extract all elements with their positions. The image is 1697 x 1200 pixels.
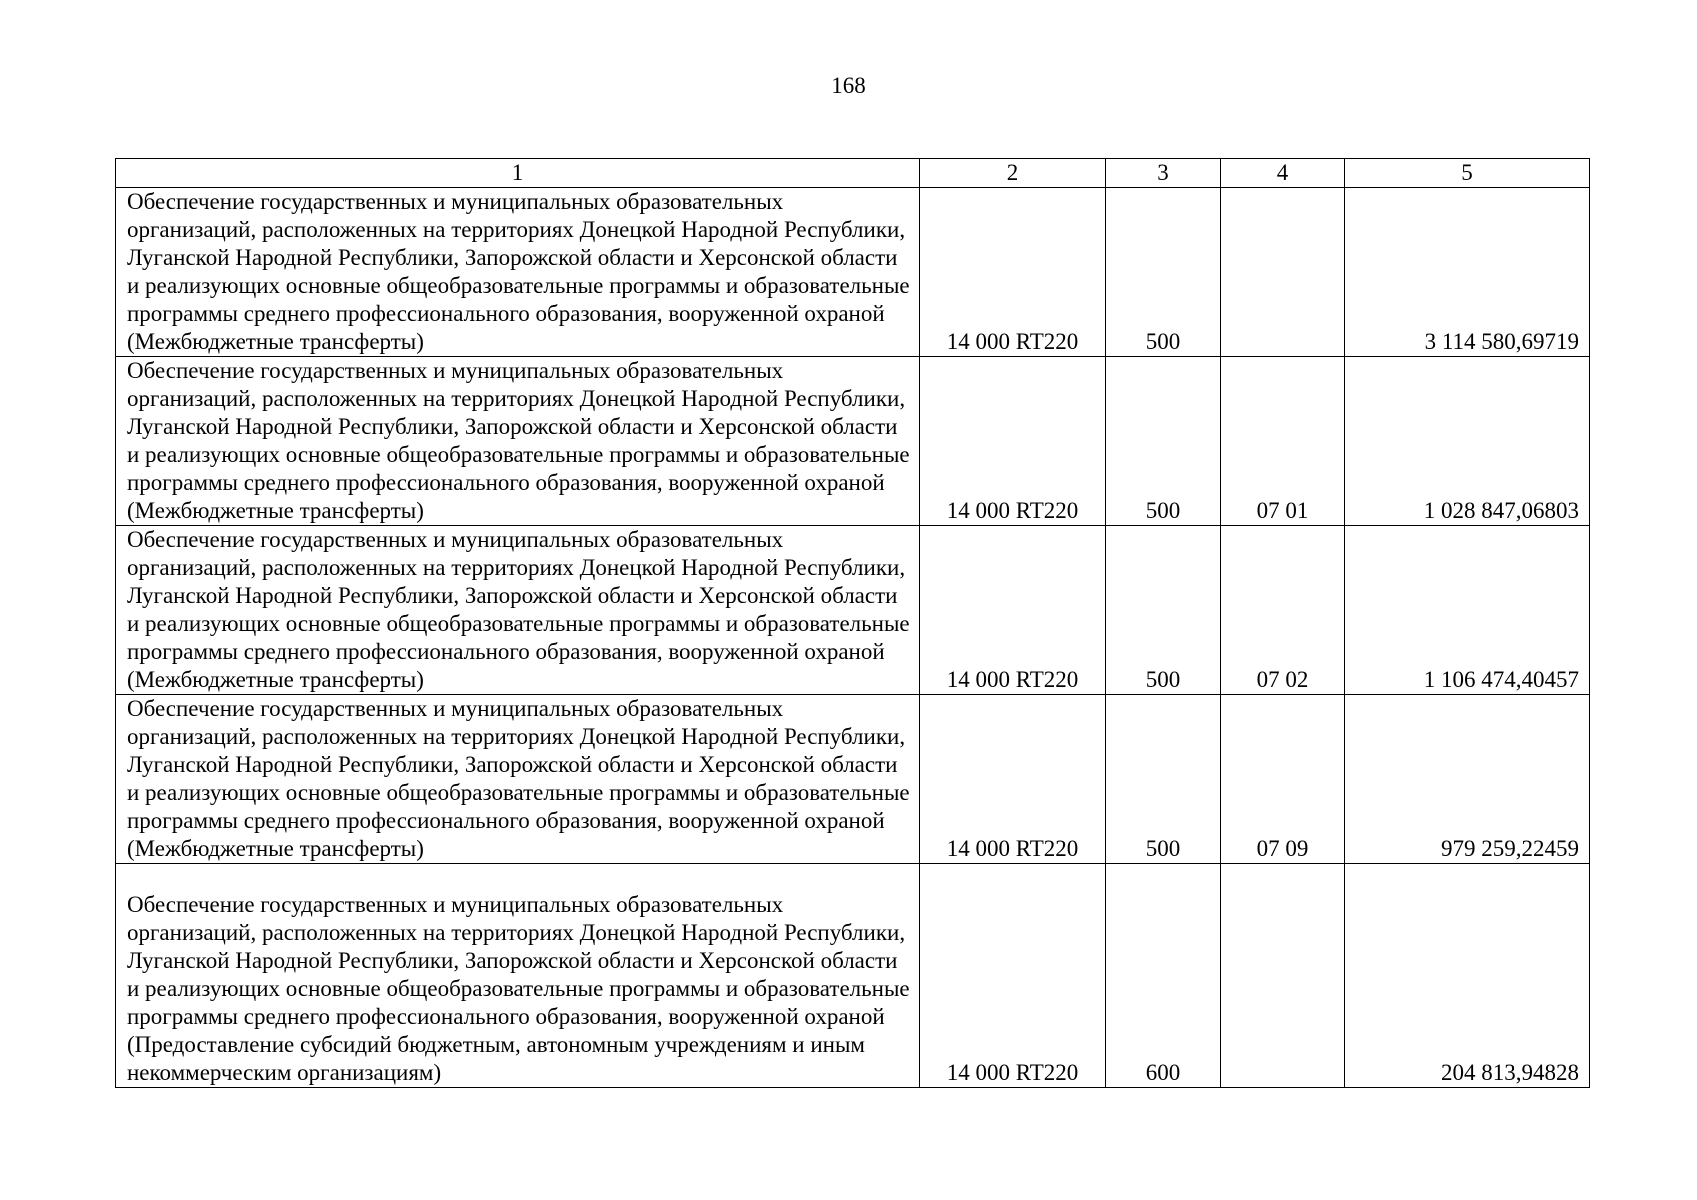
column-header: 5 <box>1345 159 1590 188</box>
row-amount: 3 114 580,69719 <box>1345 188 1590 357</box>
row-expense-type: 600 <box>1106 864 1221 1088</box>
column-header: 1 <box>116 159 920 188</box>
row-expense-type: 500 <box>1106 188 1221 357</box>
row-amount: 979 259,22459 <box>1345 695 1590 864</box>
row-section <box>1221 864 1345 1088</box>
row-section: 07 01 <box>1221 357 1345 526</box>
table-header-row <box>116 159 1590 188</box>
row-amount: 1 028 847,06803 <box>1345 357 1590 526</box>
table-row <box>116 864 1590 1088</box>
table-row <box>116 188 1590 357</box>
row-target-article: 14 000 RT220 <box>920 526 1106 695</box>
column-header: 2 <box>920 159 1106 188</box>
row-section <box>1221 188 1345 357</box>
row-expense-type: 500 <box>1106 357 1221 526</box>
row-expense-type: 500 <box>1106 526 1221 695</box>
row-description: Обеспечение государственных и муниципальных образовательных организаций, расположенных на территориях Донецкой Народной Республики, Луганской Народной Республики, Запорожской области и Херсонской области и реализующих основные общеобразовательные программы и образовательные программы среднего профессионального образования, вооруженной охраной (Предоставление субсидий бюджетным, автономным учреждениям и иным некоммерческим организациям) <box>116 864 920 1088</box>
row-amount: 1 106 474,40457 <box>1345 526 1590 695</box>
row-description: Обеспечение государственных и муниципальных образовательных организаций, расположенных на территориях Донецкой Народной Республики, Луганской Народной Республики, Запорожской области и Херсонской области и реализующих основные общеобразовательные программы и образовательные программы среднего профессионального образования, вооруженной охраной (Межбюджетные трансферты) <box>116 695 920 864</box>
row-expense-type: 500 <box>1106 695 1221 864</box>
row-target-article: 14 000 RT220 <box>920 357 1106 526</box>
column-header: 4 <box>1221 159 1345 188</box>
page-number: 168 <box>831 73 866 98</box>
row-target-article: 14 000 RT220 <box>920 188 1106 357</box>
table-row <box>116 526 1590 695</box>
row-description: Обеспечение государственных и муниципальных образовательных организаций, расположенных на территориях Донецкой Народной Республики, Луганской Народной Республики, Запорожской области и Херсонской области и реализующих основные общеобразовательные программы и образовательные программы среднего профессионального образования, вооруженной охраной (Межбюджетные трансферты) <box>116 188 920 357</box>
row-description: Обеспечение государственных и муниципальных образовательных организаций, расположенных на территориях Донецкой Народной Республики, Луганской Народной Республики, Запорожской области и Херсонской области и реализующих основные общеобразовательные программы и образовательные программы среднего профессионального образования, вооруженной охраной (Межбюджетные трансферты) <box>116 526 920 695</box>
row-target-article: 14 000 RT220 <box>920 864 1106 1088</box>
row-target-article: 14 000 RT220 <box>920 695 1106 864</box>
budget-table <box>115 158 1590 1088</box>
table-row <box>116 357 1590 526</box>
row-section: 07 09 <box>1221 695 1345 864</box>
row-description: Обеспечение государственных и муниципальных образовательных организаций, расположенных на территориях Донецкой Народной Республики, Луганской Народной Республики, Запорожской области и Херсонской области и реализующих основные общеобразовательные программы и образовательные программы среднего профессионального образования, вооруженной охраной (Межбюджетные трансферты) <box>116 357 920 526</box>
row-section: 07 02 <box>1221 526 1345 695</box>
row-amount: 204 813,94828 <box>1345 864 1590 1088</box>
column-header: 3 <box>1106 159 1221 188</box>
table-row <box>116 695 1590 864</box>
